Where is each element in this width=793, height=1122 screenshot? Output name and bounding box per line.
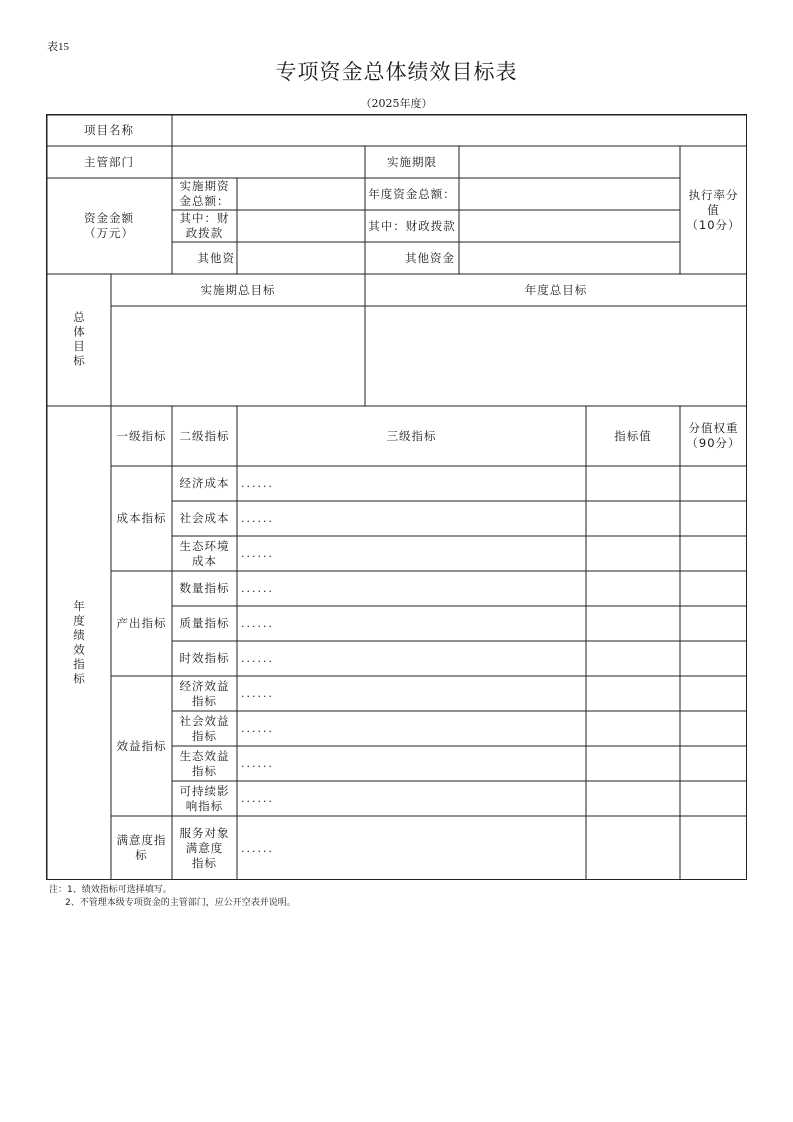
project-name-label: 项目名称	[84, 122, 134, 137]
quality-item: 质量指标	[179, 616, 230, 630]
note-2: 2、不管理本级专项资金的主管部门，应公开空表并说明。	[65, 898, 296, 908]
level3-placeholder: ......	[241, 617, 274, 630]
department-label: 主管部门	[84, 154, 134, 169]
other-funds-label: 其他资	[197, 250, 235, 265]
quantity-item: 数量指标	[179, 581, 230, 595]
economic-cost-item: 经济成本	[179, 476, 230, 490]
eco-cost-item: 生态环境 成本	[179, 538, 230, 568]
level3-placeholder: ......	[241, 512, 274, 525]
social-benefit-item: 社会效益 指标	[179, 713, 230, 743]
satisfaction-indicator-label: 满意度指 标	[116, 833, 167, 862]
level3-placeholder: ......	[241, 477, 274, 490]
level1-header: 一级指标	[116, 428, 167, 443]
indicator-value-header: 指标值	[614, 428, 652, 443]
execution-rate-label: 执行率分 值 （10分）	[686, 187, 741, 232]
output-indicator-label: 产出指标	[116, 616, 167, 630]
level3-header: 三级指标	[386, 428, 437, 443]
table-number: 表15	[47, 41, 69, 53]
fiscal-allocation-label: 其中：财 政拨款	[179, 211, 230, 240]
annual-other-funds-label: 其他资金	[405, 250, 455, 265]
sustainable-impact-item: 可持续影 响指标	[179, 783, 230, 813]
note-1: 注：1、绩效指标可选择填写。	[49, 885, 172, 895]
footnotes	[49, 884, 296, 910]
page-title: 专项资金总体绩效目标表	[275, 60, 518, 84]
benefit-indicator-label: 效益指标	[116, 738, 167, 753]
level3-placeholder: ......	[241, 757, 274, 770]
level3-placeholder: ......	[241, 547, 274, 560]
period-goal-label: 实施期总目标	[200, 282, 276, 297]
level3-placeholder: ......	[241, 841, 274, 855]
social-cost-item: 社会成本	[179, 511, 230, 525]
page-subtitle: （2025年度）	[360, 97, 433, 110]
weight-header: 分值权重 （90分）	[686, 421, 741, 450]
level3-placeholder: ......	[241, 687, 274, 700]
level3-placeholder: ......	[241, 792, 274, 805]
timeliness-item: 时效指标	[179, 651, 230, 665]
level2-header: 二级指标	[179, 428, 230, 443]
level3-placeholder: ......	[241, 652, 274, 665]
level3-placeholder: ......	[241, 582, 274, 595]
eco-benefit-item: 生态效益 指标	[179, 748, 230, 778]
annual-total-funds-label: 年度资金总额：	[368, 186, 456, 201]
service-satisfaction-item: 服务对象 满意度 指标	[179, 825, 230, 870]
period-label: 实施期限	[387, 154, 437, 169]
overall-goal-label: 总体目标	[72, 311, 86, 369]
cost-indicator-label: 成本指标	[116, 511, 167, 525]
economic-benefit-item: 经济效益 指标	[179, 678, 230, 708]
annual-goal-label: 年度总目标	[524, 282, 588, 297]
level3-placeholder: ......	[241, 722, 274, 735]
annual-fiscal-allocation-label: 其中：财政拨款	[368, 218, 456, 233]
annual-indicators-label: 年度绩效指标	[72, 599, 86, 687]
total-period-funds-label: 实施期资 金总额：	[179, 179, 230, 208]
funds-amount-label: 资金金额 （万元）	[84, 211, 134, 240]
performance-goal-table	[46, 114, 747, 880]
